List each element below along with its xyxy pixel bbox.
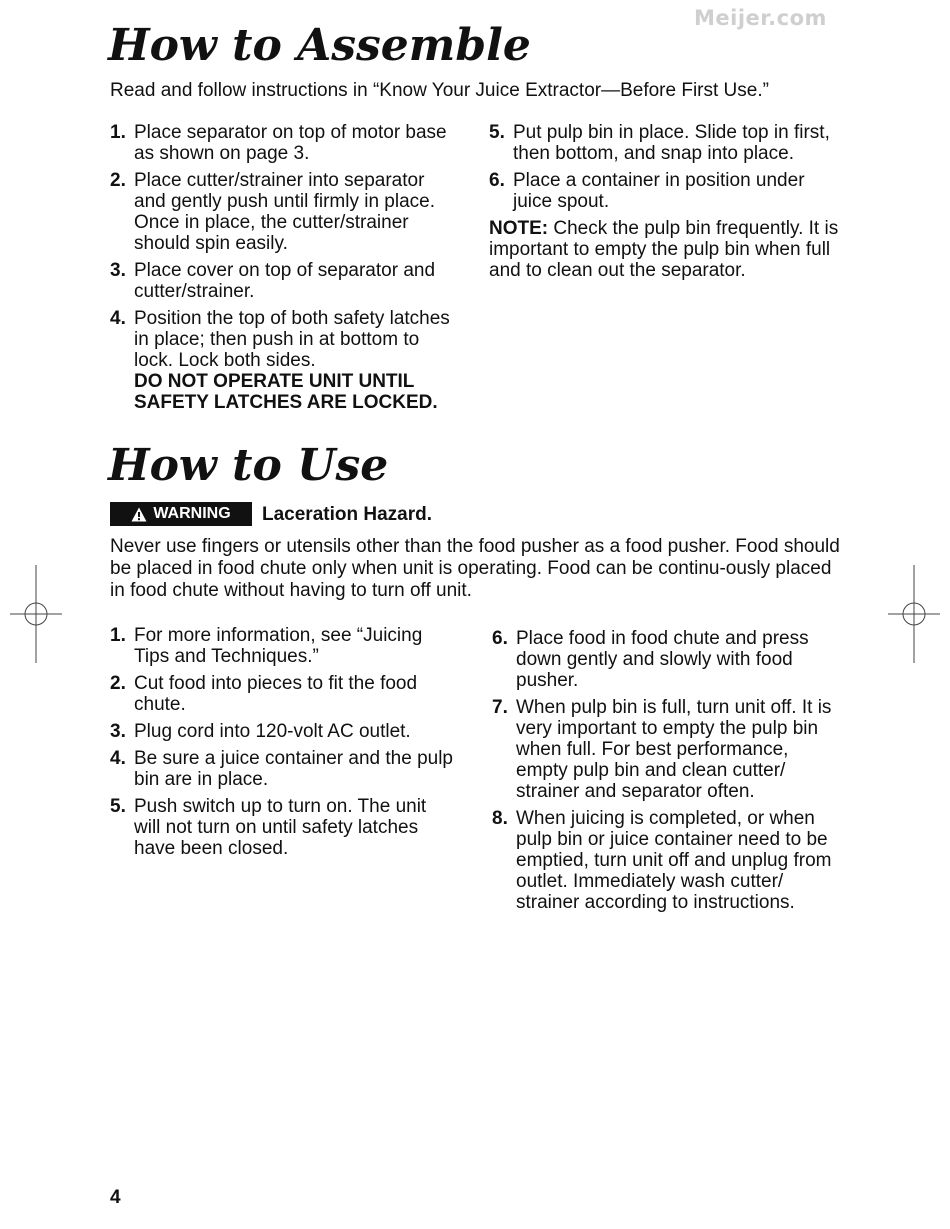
note-text: Check the pulp bin frequently. It is important to empty the pulp bin when full and to clean out the separator. xyxy=(489,218,839,281)
list-item xyxy=(110,748,454,790)
safety-warning-text: DO NOT OPERATE UNIT UNTIL SAFETY LATCHES ARE LOCKED. xyxy=(134,371,438,413)
list-item xyxy=(110,260,456,302)
step-text: When pulp bin is full, turn unit off. It is very important to empty the pulp bin when full. For best performance, empty pulp bin and clean cutter/ strainer and separator often. xyxy=(516,697,832,802)
warning-label: WARNING xyxy=(153,505,231,522)
list-item xyxy=(492,628,844,691)
warning-text: Never use fingers or utensils other than the food pusher as a food pusher. Food should be placed in food chute only when unit is operating. Food can be continu-ously placed in food chute without having to turn off unit. xyxy=(110,536,840,601)
step-text: Place cover on top of separator and cutter/strainer. xyxy=(134,260,436,302)
step-text: For more information, see “Juicing Tips and Techniques.” xyxy=(134,625,423,667)
step-text: Push switch up to turn on. The unit will not turn on until safety latches have been closed. xyxy=(134,796,427,859)
step-text: Place separator on top of motor base as shown on page 3. xyxy=(134,122,447,164)
step-text: Cut food into pieces to fit the food chute. xyxy=(134,673,418,715)
list-item xyxy=(489,122,847,164)
step-number: 3. xyxy=(110,260,126,281)
page-number: 4 xyxy=(110,1187,121,1208)
list-item xyxy=(110,122,456,164)
step-number: 7. xyxy=(492,697,508,718)
step-text: Plug cord into 120-volt AC outlet. xyxy=(134,721,411,742)
list-item xyxy=(492,808,844,913)
step-number: 6. xyxy=(492,628,508,649)
list-item xyxy=(110,308,456,413)
step-text: Be sure a juice container and the pulp bin are in place. xyxy=(134,748,453,790)
step-number: 3. xyxy=(110,721,126,742)
assemble-intro: Read and follow instructions in “Know Your Juice Extractor—Before First Use.” xyxy=(110,80,769,101)
step-text: Place food in food chute and press down gently and slowly with food pusher. xyxy=(516,628,809,691)
step-text: Position the top of both safety latches in place; then push in at bottom to lock. Lock both sides. xyxy=(134,308,450,371)
step-number: 1. xyxy=(110,122,126,143)
step-number: 2. xyxy=(110,673,126,694)
step-text: When juicing is completed, or when pulp bin or juice container need to be emptied, turn unit off and unplug from outlet. Immediately wash cutter/ strainer according to instructions. xyxy=(516,808,832,913)
step-number: 5. xyxy=(489,122,505,143)
warning-badge xyxy=(110,502,252,526)
note xyxy=(489,218,847,281)
assemble-heading: How to Assemble xyxy=(108,20,531,71)
use-steps-right xyxy=(492,628,844,919)
use-heading: How to Use xyxy=(108,440,389,491)
list-item xyxy=(110,673,454,715)
list-item xyxy=(110,170,456,254)
watermark: Meijer.com xyxy=(694,6,827,30)
step-text: Place a container in position under juice spout. xyxy=(513,170,805,212)
step-number: 5. xyxy=(110,796,126,817)
step-number: 6. xyxy=(489,170,505,191)
step-number: 2. xyxy=(110,170,126,191)
step-number: 4. xyxy=(110,748,126,769)
registration-mark-right-icon xyxy=(888,565,940,663)
list-item xyxy=(489,170,847,212)
list-item xyxy=(110,796,454,859)
step-number: 1. xyxy=(110,625,126,646)
step-number: 4. xyxy=(110,308,126,329)
step-number: 8. xyxy=(492,808,508,829)
list-item xyxy=(110,721,454,742)
registration-mark-left-icon xyxy=(10,565,62,663)
list-item xyxy=(110,625,454,667)
use-steps-left xyxy=(110,625,454,865)
warning-triangle-icon xyxy=(131,507,147,522)
assemble-steps-left xyxy=(110,122,456,419)
hazard-title: Laceration Hazard. xyxy=(262,504,432,525)
step-text: Place cutter/strainer into separator and gently push until firmly in place. Once in place, the cutter/strainer should spin easily. xyxy=(134,170,435,254)
note-label: NOTE: xyxy=(489,218,549,239)
list-item xyxy=(492,697,844,802)
step-text: Put pulp bin in place. Slide top in first, then bottom, and snap into place. xyxy=(513,122,830,164)
assemble-steps-right xyxy=(489,122,847,281)
